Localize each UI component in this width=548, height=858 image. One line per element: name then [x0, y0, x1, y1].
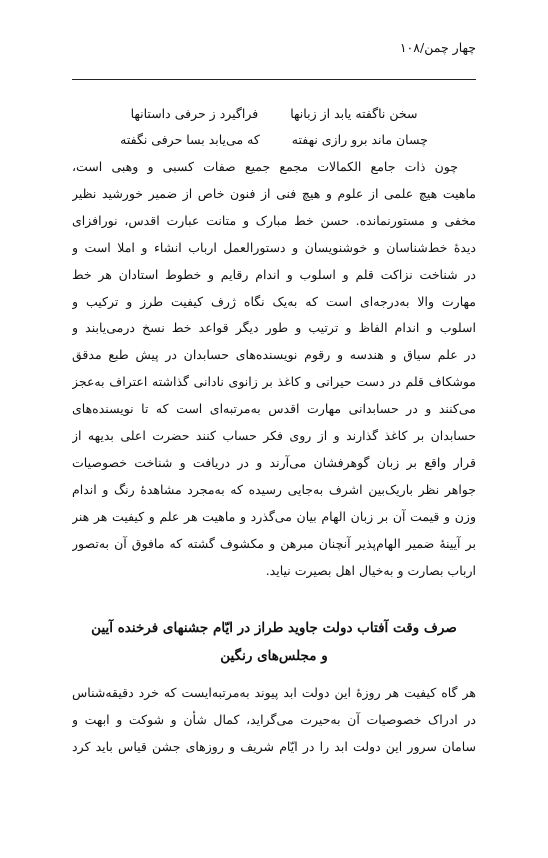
verse-hemistich-right: چسان ماند برو رازی نهفته: [291, 131, 428, 147]
verse-hemistich-right: سخن ناگفته یابد از زبانها: [290, 105, 418, 121]
verse-hemistich-left: فراگیرد ز حرفی داستانها: [130, 105, 259, 121]
text-line: در علم سیاق و هندسه و رقوم نویسنده‌های حسابدان در پیش طبع مدقق: [72, 347, 476, 363]
text-line: در شناخت نزاکت قلم و اسلوب و اندام رقایم و خطوط استادان هر خط: [72, 266, 476, 282]
text-line: هر گاه کیفیت هر روزهٔ این دولت ابد پیوند به‌مرتبه‌ایست که خرد دقیقه‌شناس: [72, 685, 476, 700]
text-line: قرار واقع بر زبان گوهرفشان می‌آرند و در دریافت و شناخت خصوصیات: [72, 454, 476, 470]
verse-block: [72, 100, 476, 152]
paragraph-2: [72, 680, 476, 761]
paragraph-1: [72, 154, 476, 585]
running-head: چهار چمن/۱۰۸: [399, 40, 476, 55]
verse-row: [72, 126, 476, 152]
text-line: مخفی و مستورنمانده. حسن خط مبارک و متانت عبارت اقدس، نورافزای: [72, 212, 476, 228]
text-line: سامان سرور این دولت ابد را در ایّام شریف و روزهای جشن قیاس باید کرد: [72, 738, 476, 754]
text-line: چون ذات جامع الکمالات مجمع جمیع صفات کسبی و وهبی است،: [72, 159, 458, 174]
text-line: مهارت والا به‌درجه‌ای است که به‌یک نگاه ژرف کیفیت طرز و ترکیب و: [72, 293, 476, 309]
text-line: می‌کنند و در حسابدانی مهارت اقدس به‌مرتبه‌ای است که تا نویسنده‌های: [72, 401, 476, 417]
text-line: بر آیینهٔ ضمیر الهام‌پذیر آنچنان مبرهن و مکشوف گشته که مافوق آن به‌تصور: [72, 535, 476, 551]
text-line: ماهیت هیچ علمی از علوم و هیچ فنی از فنون خاص از ضمیر خورشید نظیر: [72, 185, 476, 201]
header-rule: [72, 79, 476, 80]
text-line: حسابدان بر کاغذ گذارند و از روی فکر حساب کنند حضرت اعلی بدیهه از: [72, 428, 476, 444]
text-line: اسلوب و اندام الفاظ و ترتیب و طور دیگر قواعد خط نسخ درمی‌یابند و: [72, 320, 476, 336]
text-line: موشکاف قلم در دست حیرانی و کاغذ بر زانوی نادانی گذاشته اعتراف به‌عجز: [72, 374, 476, 390]
section-heading-line: صرف وقت آفتاب دولت جاوید طراز در ایّام جشنهای فرخنده آیین: [91, 620, 457, 636]
text-line: در ادراک خصوصیات آن به‌حیرت می‌گراید، کمال شأن و شوکت و ابهت و: [72, 711, 476, 727]
text-line: دیدهٔ خط‌شناسان و خوشنویسان و دستورالعمل ارباب انشاء و املا است و: [72, 239, 476, 255]
text-line: جواهر نظر باریک‌بین اشرف به‌جایی رسیده که به‌مجرد مشاهدهٔ رنگ و اندام: [72, 481, 476, 497]
verse-row: [72, 100, 476, 126]
text-line: ارباب بصارت و به‌خیال اهل بصیرت نیاید.: [265, 562, 476, 578]
verse-hemistich-left: که می‌یابد بسا حرفی نگفته: [120, 131, 260, 147]
section-heading: [72, 614, 476, 670]
section-heading-line: و مجلس‌های رنگین: [220, 648, 328, 664]
text-line: وزن و قیمت آن بر زبان الهام بیان می‌گذرد و ماهیت هر علم و کیفیت هر هنر: [72, 508, 476, 524]
